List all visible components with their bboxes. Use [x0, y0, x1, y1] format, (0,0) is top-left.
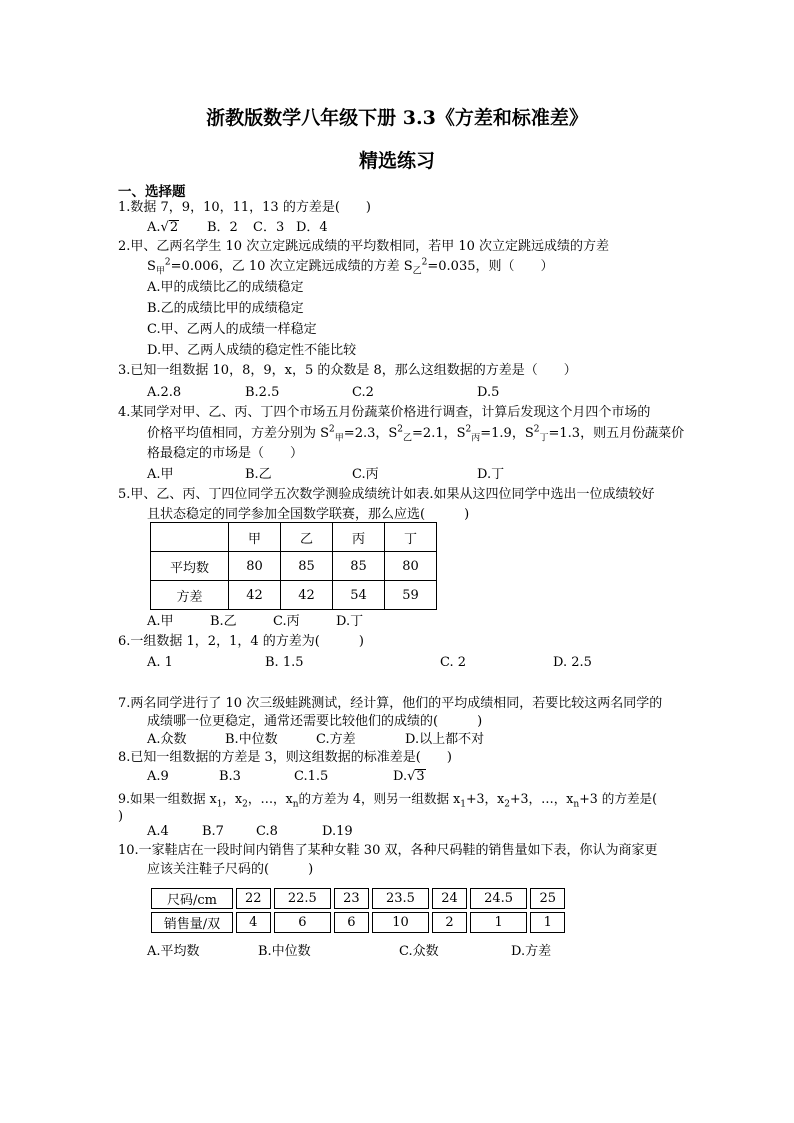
question-10-line-2: 应该关注鞋子尺码的( ): [147, 862, 314, 877]
q5-option-b: B.乙: [210, 614, 237, 629]
question-4-line-3: 格最稳定的市场是（ ）: [147, 446, 304, 461]
q5-option-d: D.丁: [336, 614, 364, 629]
table-cell: 10: [372, 912, 430, 933]
table-cell: 22.5: [274, 888, 332, 909]
q9-option-c: C.8: [256, 824, 278, 839]
q8-option-c: C.1.5: [294, 769, 329, 784]
q6-option-c: C. 2: [440, 655, 467, 670]
q1-option-d: D．4: [296, 220, 328, 235]
table-row: [151, 523, 437, 552]
q10-option-b: B.中位数: [258, 944, 311, 959]
q5-stats-table: [150, 522, 437, 610]
table-cell: 25: [530, 888, 565, 909]
question-8-stem: 8.已知一组数据的方差是 3，则这组数据的标准差是( ): [118, 750, 452, 765]
q4-option-a: A.甲: [147, 467, 174, 482]
q8-option-b: B.3: [219, 769, 241, 784]
page-title: 浙教版数学八年级下册 3.3《方差和标准差》: [206, 107, 588, 129]
question-9-close-paren: ): [118, 809, 124, 824]
table-row: [151, 888, 565, 909]
q10-sales-table: [148, 885, 568, 936]
question-3-stem: 3.已知一组数据 10，8，9，x，5 的众数是 8，那么这组数据的方差是（ ）: [118, 363, 577, 378]
table-row-label: 尺码/cm: [151, 888, 233, 909]
q10-option-d: D.方差: [511, 944, 552, 959]
q9-option-b: B.7: [202, 824, 224, 839]
q8-option-d: D.√3: [393, 769, 425, 784]
table-cell: 6: [334, 912, 369, 933]
question-2-line-2: $S_甲^2=0.006$，乙 10 次立定跳远成绩的方差 $S_乙^2=0.035$，则（ ）: [147, 257, 554, 277]
table-header-cell: 甲: [229, 523, 281, 552]
q7-option-b: B.中位数: [225, 732, 278, 747]
table-cell: 1: [470, 912, 528, 933]
q2-option-c: C.甲、乙两人的成绩一样稳定: [147, 322, 317, 337]
question-4-line-1: 4.某同学对甲、乙、丙、丁四个市场五月份蔬菜价格进行调查，计算后发现这个月四个市场的: [118, 405, 651, 420]
table-cell: 2: [432, 912, 467, 933]
q10-option-c: C.众数: [399, 944, 439, 959]
question-5-line-1: 5.甲、乙、丙、丁四位同学五次数学测验成绩统计如表.如果从这四位同学中选出一位成绩较好: [118, 487, 655, 502]
section-heading: 一、选择题: [118, 184, 186, 200]
q5-option-c: C.丙: [273, 614, 300, 629]
q6-option-d: D. 2.5: [553, 655, 592, 670]
q1-option-c: C．3: [253, 220, 285, 235]
q6-option-b: B. 1.5: [265, 655, 304, 670]
q8-option-a: A.9: [147, 769, 169, 784]
q7-option-d: D.以上都不对: [405, 732, 485, 747]
q3-option-a: A.2.8: [147, 385, 182, 400]
q9-option-a: A.4: [147, 824, 169, 839]
table-cell: 23.5: [372, 888, 430, 909]
table-row: [151, 912, 565, 933]
question-4-line-2: 价格平均值相同，方差分别为 $S^2_甲=2.3$，$S^2_乙=2.1$，$S^2_丙=1.9$，$S^2_丁=1.3$，则五月份蔬菜价: [147, 424, 685, 444]
table-cell: 6: [274, 912, 332, 933]
question-10-line-1: 10.一家鞋店在一段时间内销售了某种女鞋 30 双，各种尺码鞋的销售量如下表，你认为商家更: [118, 843, 658, 858]
table-row-label: 平均数: [151, 552, 229, 581]
table-cell: 80: [229, 552, 281, 581]
table-row-label: 销售量/双: [151, 912, 233, 933]
q3-option-d: D.5: [477, 385, 500, 400]
table-cell: 42: [281, 581, 333, 610]
question-2-stem: 2.甲、乙两名学生 10 次立定跳远成绩的平均数相同，若甲 10 次立定跳远成绩的方差: [118, 239, 610, 254]
table-cell: 42: [229, 581, 281, 610]
q7-option-c: C.方差: [316, 732, 356, 747]
table-row: [151, 552, 437, 581]
table-cell: 54: [333, 581, 385, 610]
q4-option-c: C.丙: [352, 467, 379, 482]
q2-option-b: B.乙的成绩比甲的成绩稳定: [147, 301, 304, 316]
table-row: [151, 581, 437, 610]
question-6-stem: 6.一组数据 1，2，1，4 的方差为( ): [118, 634, 364, 649]
table-cell: [151, 523, 229, 552]
q5-option-a: A.甲: [147, 614, 174, 629]
q9-option-d: D.19: [322, 824, 353, 839]
q1-option-a: A.√2: [147, 220, 179, 235]
q7-option-a: A.众数: [147, 732, 187, 747]
table-cell: 24.5: [470, 888, 528, 909]
q3-option-c: C.2: [352, 385, 374, 400]
table-header-cell: 乙: [281, 523, 333, 552]
q4-option-b: B.乙: [245, 467, 272, 482]
table-header-cell: 丁: [385, 523, 437, 552]
q6-option-a: A. 1: [147, 655, 173, 670]
table-cell: 24: [432, 888, 467, 909]
question-7-line-2: 成绩哪一位更稳定，通常还需要比较他们的成绩的( ): [147, 714, 483, 729]
table-row-label: 方差: [151, 581, 229, 610]
question-9-stem: 9.如果一组数据 $x_1$，$x_2$，…，$x_n$的方差为 4，则另一组数据 $x_1+3$，$x_2+3$，…，$x_n+3$ 的方差是(: [118, 791, 658, 810]
table-cell: 4: [236, 912, 271, 933]
table-cell: 1: [530, 912, 565, 933]
q2-option-a: A.甲的成绩比乙的成绩稳定: [147, 280, 304, 295]
table-cell: 59: [385, 581, 437, 610]
q4-option-d: D.丁: [477, 467, 505, 482]
table-cell: 23: [334, 888, 369, 909]
table-header-cell: 丙: [333, 523, 385, 552]
question-5-line-2: 且状态稳定的同学参加全国数学联赛，那么应选( ): [147, 507, 470, 522]
question-7-line-1: 7.两名同学进行了 10 次三级蛙跳测试，经计算，他们的平均成绩相同，若要比较这两名同学的: [118, 696, 663, 711]
q2-option-d: D.甲、乙两人成绩的稳定性不能比较: [147, 343, 357, 358]
table-cell: 80: [385, 552, 437, 581]
table-cell: 85: [281, 552, 333, 581]
table-cell: 22: [236, 888, 271, 909]
q1-option-b: B．2: [207, 220, 238, 235]
page-subtitle: 精选练习: [358, 150, 435, 172]
table-cell: 85: [333, 552, 385, 581]
q3-option-b: B.2.5: [245, 385, 280, 400]
q10-option-a: A.平均数: [147, 944, 200, 959]
question-1-stem: 1.数据 7，9，10，11，13 的方差是( ): [118, 200, 371, 215]
